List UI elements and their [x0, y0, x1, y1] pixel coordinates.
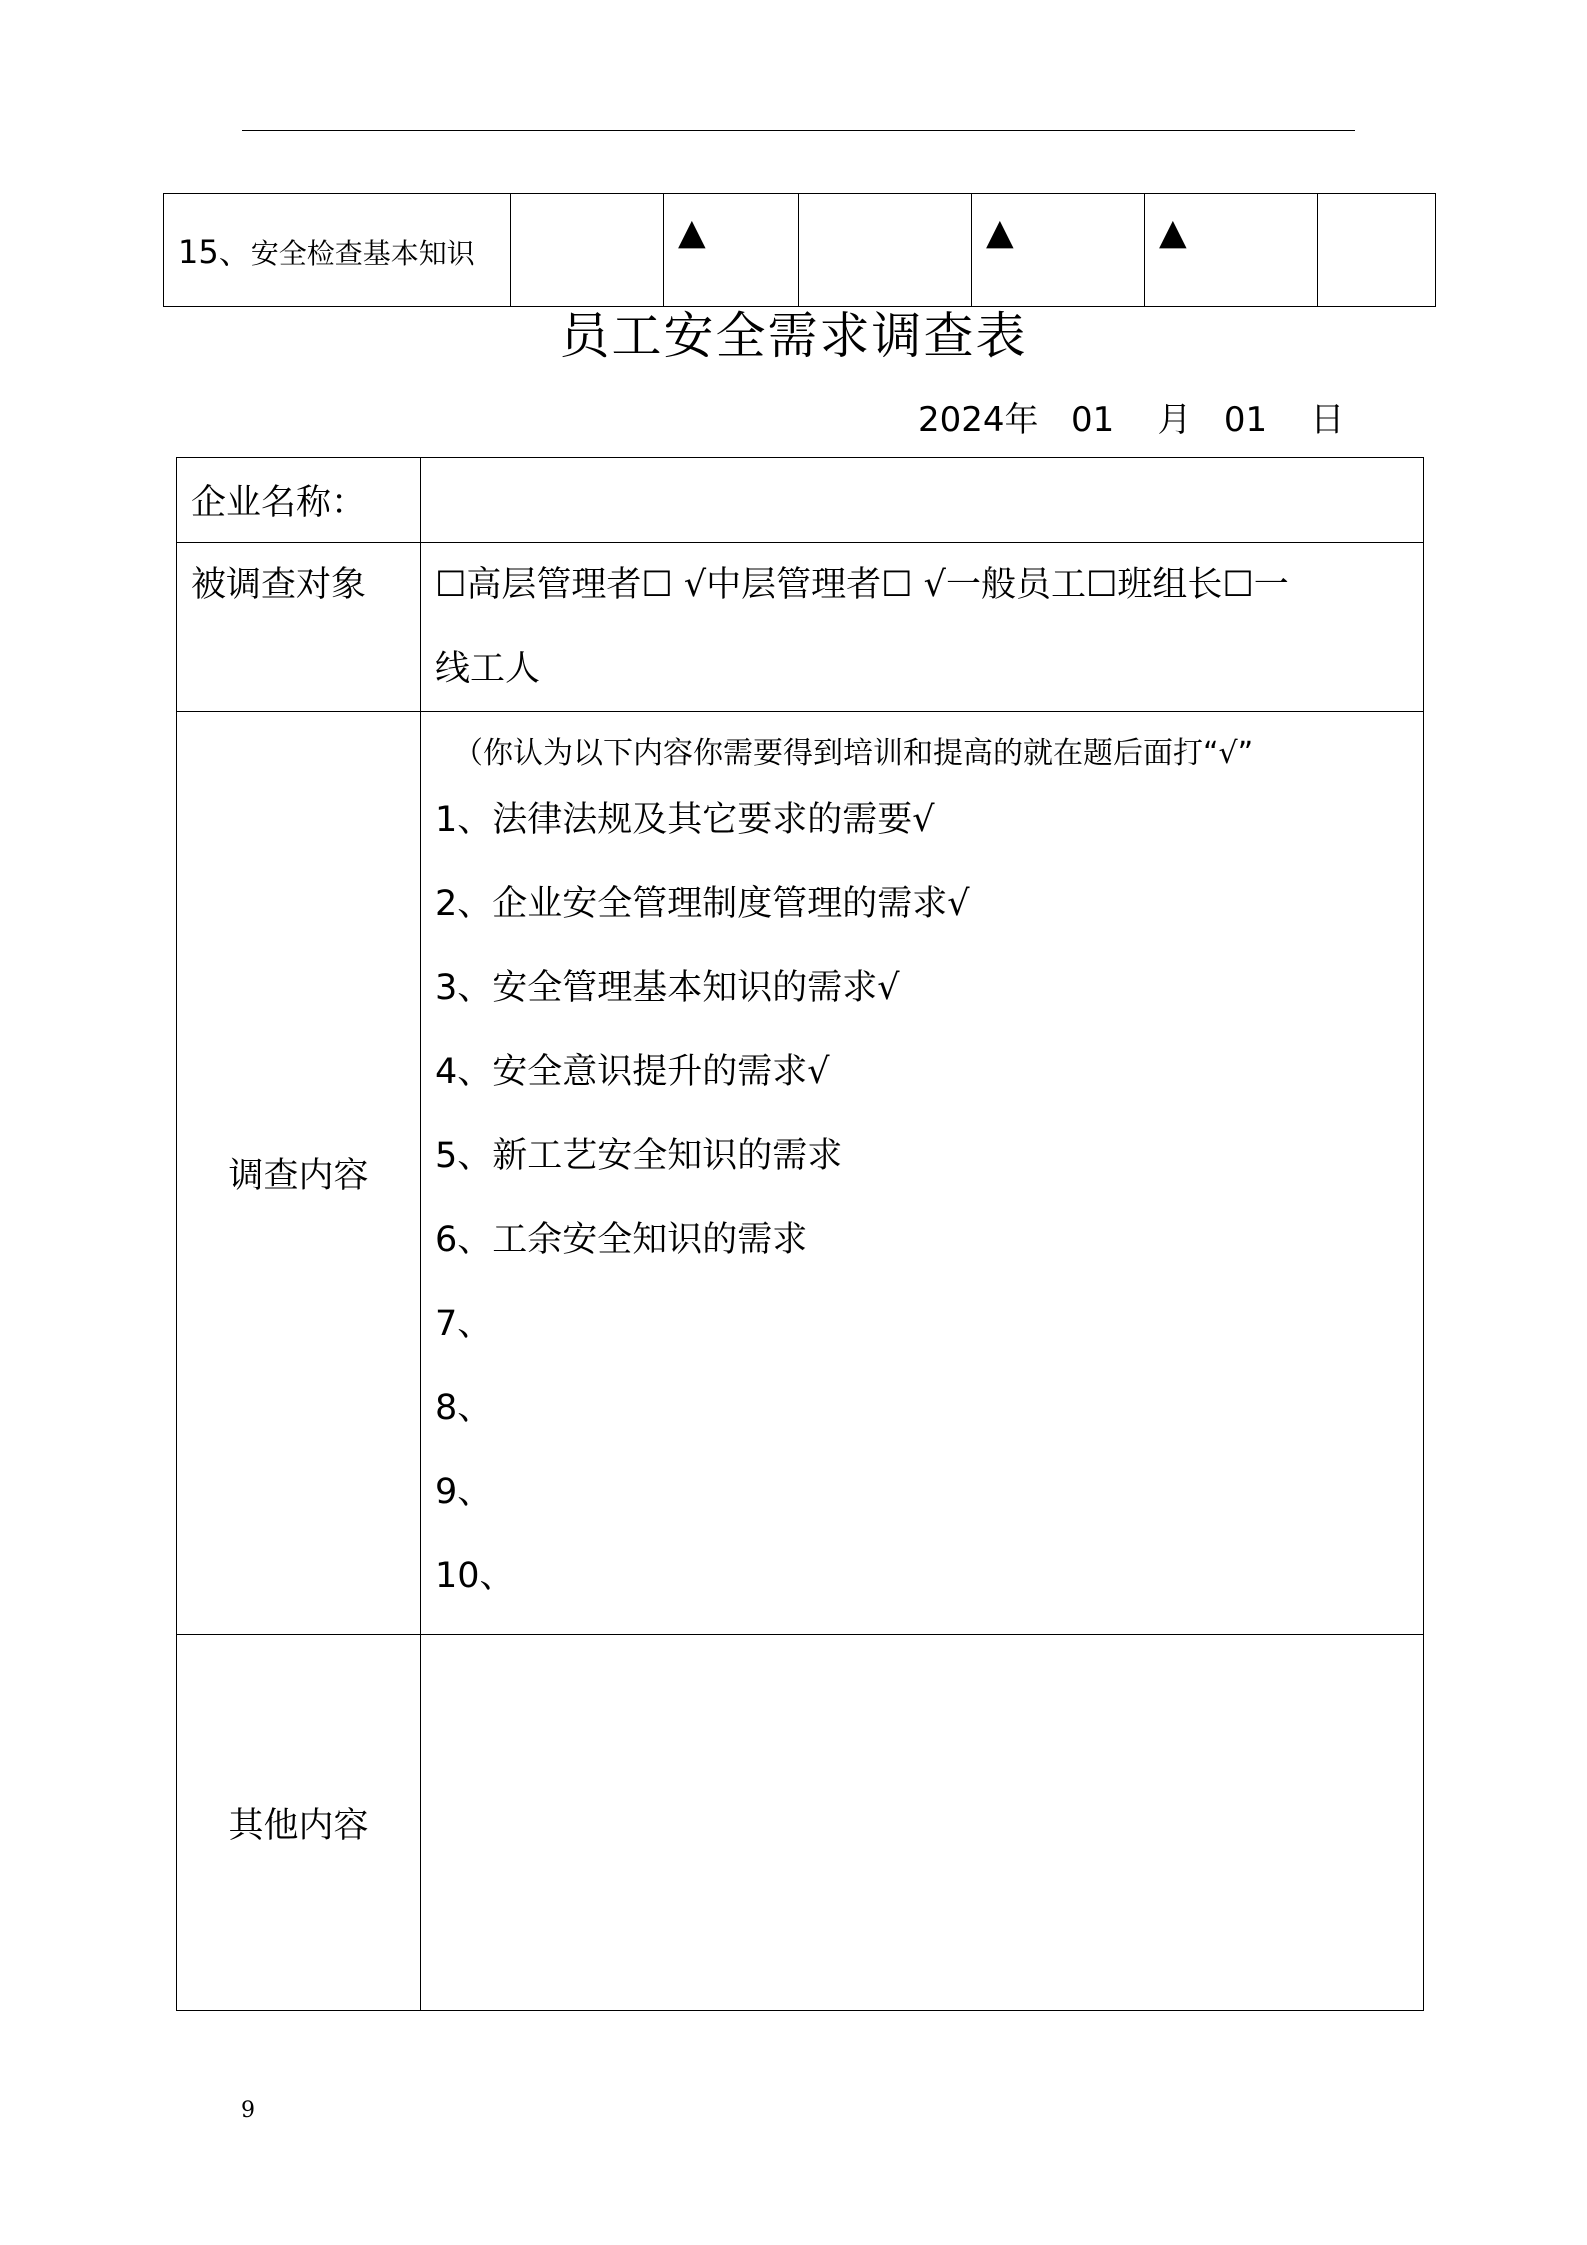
table-row [177, 1635, 1424, 2011]
company-field[interactable] [421, 458, 1424, 543]
row-label-text: 安全检查基本知识 [250, 237, 475, 270]
instruction-text: （你认为以下内容你需要得到培训和提高的就在题后面打“√” [453, 736, 1254, 771]
date-month: 01 [1070, 400, 1115, 440]
list-item: 3、安全管理基本知识的需求√ [435, 968, 900, 1008]
other-label: 其他内容 [177, 1635, 421, 2011]
date-day: 01 [1223, 400, 1268, 440]
list-item: 1、法律法规及其它要求的需要√ [435, 800, 935, 840]
table-row [177, 458, 1424, 543]
list-item: 5、新工艺安全知识的需求 [435, 1136, 843, 1176]
date-day-unit: 日 [1310, 400, 1345, 440]
list-item: 9、 [435, 1472, 493, 1512]
table-row [177, 712, 1424, 1635]
table-row [177, 543, 1424, 712]
target-options-line-1: ☐高层管理者☐ √中层管理者☐ √一般员工☐班组长☐一 [435, 565, 1289, 605]
list-item: 4、安全意识提升的需求√ [435, 1052, 830, 1092]
page-number: 9 [241, 2098, 255, 2123]
mark-cell: ▲ [1145, 194, 1318, 307]
other-field[interactable] [421, 1635, 1424, 2011]
row-number: 15、 [178, 233, 251, 271]
list-item: 8、 [435, 1388, 493, 1428]
mark-cell: ▲ [664, 194, 799, 307]
mark-cell [1318, 194, 1436, 307]
content-cell [421, 712, 1424, 1635]
date-line [918, 392, 1344, 441]
list-item: 2、企业安全管理制度管理的需求√ [435, 884, 970, 924]
date-year: 2024 [918, 400, 1005, 440]
header-rule [242, 130, 1355, 131]
date-month-unit: 月 [1157, 400, 1192, 440]
page-title: 员工安全需求调查表 [559, 307, 1028, 365]
content-label: 调查内容 [177, 712, 421, 1635]
mark-cell [511, 194, 664, 307]
survey-form [176, 457, 1424, 2011]
date-year-unit: 年 [1004, 400, 1039, 440]
target-options-line-2: 线工人 [435, 649, 541, 689]
mark-cell: ▲ [972, 194, 1145, 307]
target-label: 被调查对象 [177, 543, 421, 712]
row-label [164, 194, 511, 307]
table-row [164, 194, 1436, 307]
list-item: 10、 [435, 1556, 515, 1596]
mark-cell [799, 194, 972, 307]
target-options[interactable] [421, 543, 1424, 712]
list-item: 7、 [435, 1304, 493, 1344]
company-label: 企业名称： [177, 458, 421, 543]
list-item: 6、工余安全知识的需求 [435, 1220, 808, 1260]
previous-table-fragment [163, 193, 1436, 307]
